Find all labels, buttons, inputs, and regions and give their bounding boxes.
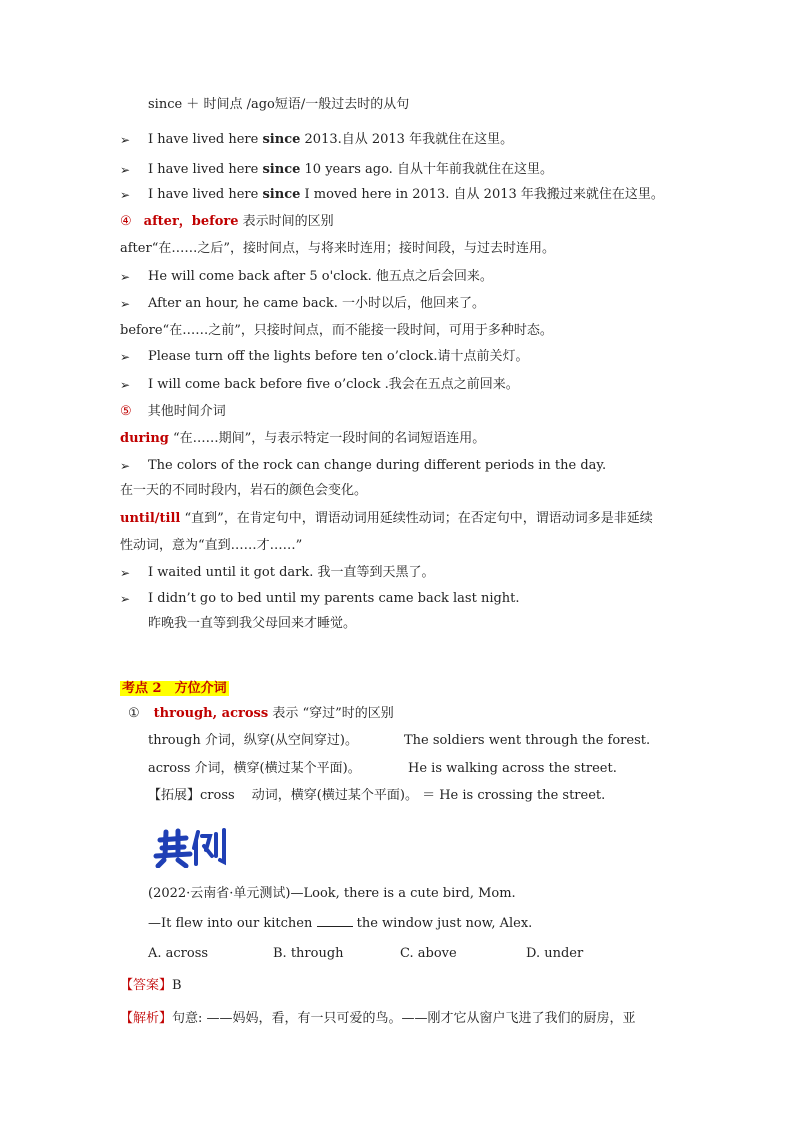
- item-1-heading: ① through, across 表示 “穿过”时的区别: [128, 706, 394, 721]
- option-c: C. above: [400, 946, 457, 961]
- since-example-2: I have lived here since 10 years ago. 自从十年前我就住在这里。: [148, 162, 553, 177]
- after-definition: after“在……之后”，接时间点，与将来时连用；接时间段，与过去时连用。: [120, 241, 555, 256]
- until-translation: 昨晚我一直等到我父母回来才睡觉。: [148, 616, 357, 631]
- bullet-icon: ➢: [120, 133, 131, 147]
- across-example: He is walking across the street.: [408, 761, 617, 776]
- bullet-icon: ➢: [120, 350, 131, 364]
- until-example-2: I didn’t go to bed until my parents came back last night.: [148, 591, 520, 606]
- since-example-3: I have lived here since I moved here in 2013. 自从 2013 年我搬过来就住在这里。: [148, 187, 664, 202]
- bullet-icon: ➢: [120, 592, 131, 606]
- until-definition-2: 性动词，意为“直到……才……”: [120, 538, 303, 553]
- option-d: D. under: [526, 946, 584, 961]
- bullet-icon: ➢: [120, 459, 131, 473]
- before-definition: before“在……之前”，只接时间点，而不能接一段时间，可用于多种时态。: [120, 323, 553, 338]
- section-4-heading: ④ after，before 表示时间的区别: [120, 214, 334, 229]
- through-example: The soldiers went through the forest.: [404, 733, 651, 748]
- analysis-line: 【解析】句意: ——妈妈，看，有一只可爱的鸟。——刚才它从窗户飞进了我们的厨房，亚: [120, 1011, 636, 1026]
- cross-extension: 【拓展】cross 动词，横穿(横过某个平面)。 ＝ He is crossing the street.: [148, 788, 606, 803]
- bullet-icon: ➢: [120, 566, 131, 580]
- kaodian-heading: 考点 2 方位介词: [122, 681, 227, 696]
- answer-blank: [317, 914, 353, 927]
- before-example-1: Please turn off the lights before ten o’clock.请十点前关灯。: [148, 349, 529, 364]
- question-stem: (2022·云南省·单元测试)—Look, there is a cute bird, Mom.: [148, 886, 516, 901]
- bullet-icon: ➢: [120, 378, 131, 392]
- during-translation: 在一天的不同时段内，岩石的颜色会变化。: [120, 483, 368, 498]
- since-rule: since ＋ 时间点 /ago短语/一般过去时的从句: [148, 97, 410, 112]
- across-line: across 介词，横穿(横过某个平面)。: [148, 761, 361, 776]
- bullet-icon: ➢: [120, 270, 131, 284]
- during-definition: during “在……期间”，与表示特定一段时间的名词短语连用。: [120, 431, 486, 446]
- bullet-icon: ➢: [120, 163, 131, 177]
- answer-line: 【答案】B: [120, 978, 182, 993]
- section-5-heading: ⑤ 其他时间介词: [120, 404, 226, 419]
- after-example-2: After an hour, he came back. 一小时以后，他回来了。: [148, 296, 485, 311]
- until-example-1: I waited until it got dark. 我一直等到天黑了。: [148, 565, 435, 580]
- example-stamp-icon: [150, 826, 230, 868]
- until-definition-1: until/till “直到”，在肯定句中，谓语动词用延续性动词；在否定句中，谓语动词多是非延续: [120, 511, 653, 526]
- option-a: A. across: [148, 946, 209, 961]
- during-example: The colors of the rock can change during different periods in the day.: [148, 458, 607, 473]
- option-b: B. through: [273, 946, 344, 961]
- bullet-icon: ➢: [120, 188, 131, 202]
- since-example-1: I have lived here since 2013.自从 2013 年我就住在这里。: [148, 132, 514, 147]
- question-line-2: —It flew into our kitchen the window just now, Alex.: [148, 916, 533, 931]
- bullet-icon: ➢: [120, 297, 131, 311]
- before-example-2: I will come back before five o’clock .我会在五点之前回来。: [148, 377, 519, 392]
- after-example-1: He will come back after 5 o'clock. 他五点之后会回来。: [148, 269, 493, 284]
- through-line: through 介词，纵穿(从空间穿过)。: [148, 733, 358, 748]
